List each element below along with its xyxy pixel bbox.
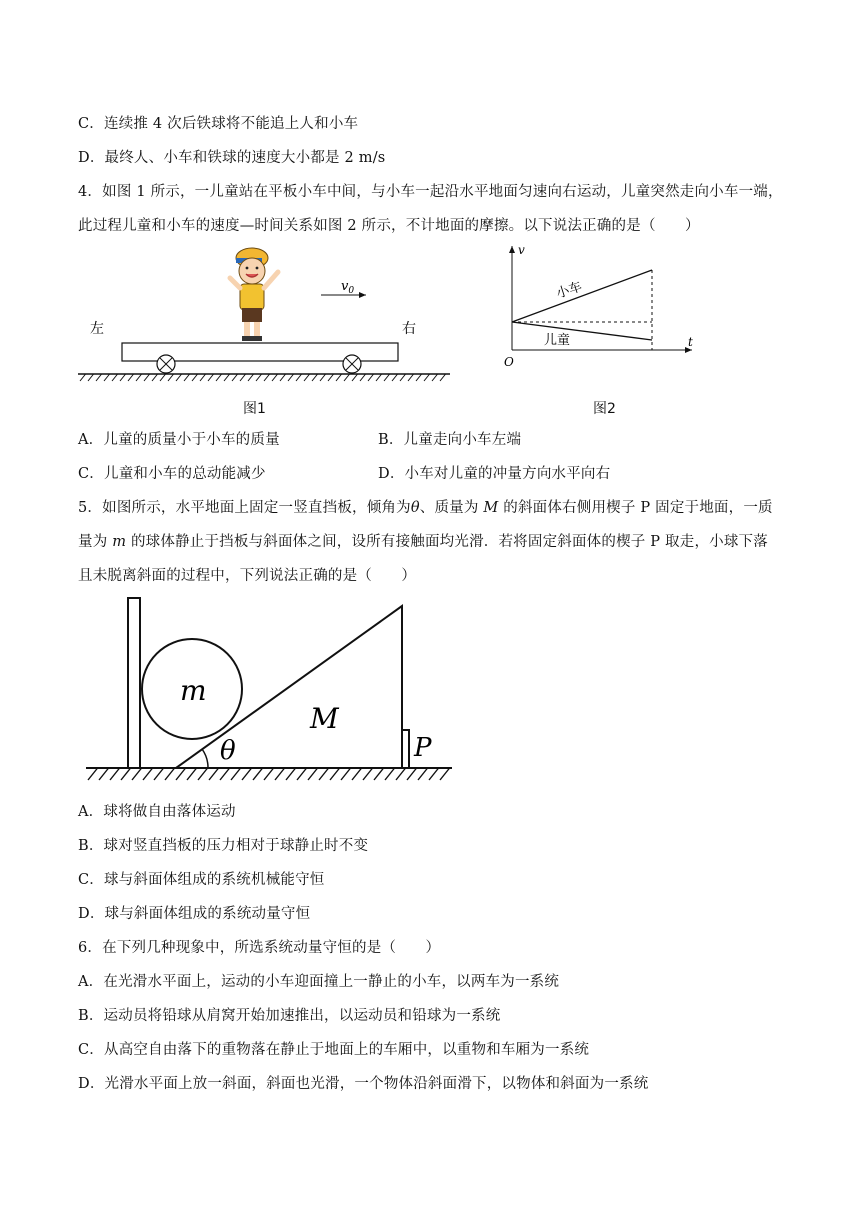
peg-label: P <box>414 733 432 763</box>
q4-figure-1-caption: 图1 <box>243 401 266 417</box>
ground-hatch <box>344 374 350 381</box>
vertical-wall <box>128 598 140 768</box>
ground-hatch <box>232 374 238 381</box>
ground-hatch <box>280 374 286 381</box>
ground-hatch <box>440 374 446 381</box>
q4-figure-2-caption: 图2 <box>593 401 616 417</box>
q6-stem: 6．在下列几种现象中，所选系统动量守恒的是（ ） <box>78 940 441 956</box>
ground-hatch <box>121 768 131 780</box>
ground-hatch <box>352 374 358 381</box>
ground-hatch <box>192 374 198 381</box>
child-velocity-line <box>512 322 652 340</box>
ground-hatch <box>96 374 102 381</box>
ground-hatch <box>319 768 329 780</box>
ground-hatch <box>220 768 230 780</box>
ground-hatch <box>176 768 186 780</box>
ground-hatch <box>168 374 174 381</box>
cart-wheel-left <box>157 355 175 373</box>
ground-hatch <box>128 374 134 381</box>
ground-hatch <box>363 768 373 780</box>
q5-option-d: D．球与斜面体组成的系统动量守恒 <box>78 906 311 922</box>
ground-hatch <box>110 768 120 780</box>
ground-hatch <box>152 374 158 381</box>
q4-option-a: A．儿童的质量小于小车的质量 <box>78 432 280 448</box>
ground-hatch <box>429 768 439 780</box>
ground-hatch <box>253 768 263 780</box>
q4-stem-line1: 4．如图 1 所示，一儿童站在平板小车中间，与小车一起沿水平地面匀速向右运动，儿童突然走向小车一端， <box>78 184 783 200</box>
v0-label: $v_0$ <box>341 279 355 296</box>
ground-hatch <box>120 374 126 381</box>
ground-hatch <box>80 374 86 381</box>
q3-option-c: C．连续推 4 次后铁球将不能追上人和小车 <box>78 116 359 132</box>
ground-hatch <box>176 374 182 381</box>
ground-hatch <box>240 374 246 381</box>
cart-line-label: 小车 <box>554 279 584 302</box>
ground-hatch <box>385 768 395 780</box>
child-line-label: 儿童 <box>544 333 571 348</box>
q5-stem-line1: 5．如图所示，水平地面上固定一竖直挡板，倾角为θ、质量为 M 的斜面体右侧用楔子 P 固定于地面，一质 <box>78 500 773 516</box>
q4-option-c: C．儿童和小车的总动能减少 <box>78 466 266 482</box>
ground-hatch <box>384 374 390 381</box>
v-axis-label: v <box>518 243 525 257</box>
ground-hatch <box>224 374 230 381</box>
ground-hatch <box>132 768 142 780</box>
cart-velocity-line <box>512 270 652 322</box>
ground-hatch <box>216 374 222 381</box>
q6-option-d: D．光滑水平面上放一斜面，斜面也光滑，一个物体沿斜面滑下，以物体和斜面为一系统 <box>78 1076 649 1092</box>
ground-hatch <box>297 768 307 780</box>
ground-hatch <box>396 768 406 780</box>
q5-stem-line3: 且未脱离斜面的过程中，下列说法正确的是（ ） <box>78 568 417 584</box>
ground-hatch <box>248 374 254 381</box>
ground-hatch <box>376 374 382 381</box>
ground-hatch <box>112 374 118 381</box>
q5-figure <box>84 596 456 786</box>
q3-option-d: D．最终人、小车和铁球的速度大小都是 2 m/s <box>78 150 386 166</box>
q6-option-a: A．在光滑水平面上，运动的小车迎面撞上一静止的小车，以两车为一系统 <box>78 974 560 990</box>
ground-hatch <box>264 374 270 381</box>
q4-option-d: D．小车对儿童的冲量方向水平向右 <box>378 466 611 482</box>
ground-hatch <box>88 374 94 381</box>
t-axis-label: t <box>688 335 693 349</box>
ground-hatch <box>304 374 310 381</box>
ground-hatch <box>184 374 190 381</box>
ground-hatch <box>208 374 214 381</box>
peg <box>402 730 409 768</box>
ground-hatch <box>352 768 362 780</box>
ground-hatch <box>154 768 164 780</box>
ground-hatch <box>360 374 366 381</box>
ground-hatch <box>416 374 422 381</box>
ground-hatch <box>328 374 334 381</box>
ground-hatch <box>88 768 98 780</box>
ground-hatch <box>374 768 384 780</box>
ground-hatch <box>424 374 430 381</box>
ground-hatch <box>275 768 285 780</box>
ground-hatch <box>418 768 428 780</box>
ground-hatch <box>368 374 374 381</box>
cart-wheel-right <box>343 355 361 373</box>
q4-stem-line2: 此过程儿童和小车的速度—时间关系如图 2 所示，不计地面的摩擦。以下说法正确的是（ ） <box>78 218 700 234</box>
origin-label: O <box>504 355 514 369</box>
ground-hatch <box>392 374 398 381</box>
q6-option-c: C．从高空自由落下的重物落在静止于地面上的车厢中，以重物和车厢为一系统 <box>78 1042 590 1058</box>
ground-hatch <box>336 374 342 381</box>
ground-hatch <box>400 374 406 381</box>
q6-option-b: B．运动员将铅球从肩窝开始加速推出，以运动员和铅球为一系统 <box>78 1008 501 1024</box>
ground-hatch <box>341 768 351 780</box>
q4-figure-1 <box>76 238 456 388</box>
ground-hatch <box>256 374 262 381</box>
ground-hatch <box>187 768 197 780</box>
ground-hatch <box>308 768 318 780</box>
q4-option-b: B．儿童走向小车左端 <box>378 432 522 448</box>
wedge-label: M <box>310 702 339 735</box>
q5-option-a: A．球将做自由落体运动 <box>78 804 236 820</box>
ground-hatch <box>144 374 150 381</box>
ground-hatch <box>242 768 252 780</box>
ground-hatch <box>231 768 241 780</box>
angle-label: θ <box>220 736 236 766</box>
left-label: 左 <box>90 321 104 337</box>
q5-stem-line2: 量为 m 的球体静止于挡板与斜面体之间，设所有接触面均光滑．若将固定斜面体的楔子 P 取走，小球下落 <box>78 534 768 550</box>
q5-option-b: B．球对竖直挡板的压力相对于球静止时不变 <box>78 838 369 854</box>
ground-hatch <box>286 768 296 780</box>
ball-label: m <box>180 674 207 707</box>
ground-hatch <box>198 768 208 780</box>
ground-hatch <box>440 768 450 780</box>
ground-hatch <box>296 374 302 381</box>
ground-hatch <box>165 768 175 780</box>
ground-hatch <box>288 374 294 381</box>
child-figure <box>230 248 278 341</box>
ground-hatch <box>272 374 278 381</box>
ground-hatch <box>209 768 219 780</box>
ground-hatch <box>330 768 340 780</box>
ground-hatch <box>160 374 166 381</box>
ground-hatch <box>143 768 153 780</box>
ground-hatch <box>264 768 274 780</box>
ground-hatch <box>200 374 206 381</box>
ground-hatch <box>432 374 438 381</box>
ground-hatch <box>407 768 417 780</box>
ground-hatch <box>312 374 318 381</box>
q4-figure-2 <box>496 240 706 375</box>
ground-hatch <box>104 374 110 381</box>
right-label: 右 <box>402 321 416 337</box>
q5-option-c: C．球与斜面体组成的系统机械能守恒 <box>78 872 325 888</box>
ground-hatch <box>408 374 414 381</box>
ground-hatch <box>99 768 109 780</box>
ground-hatch <box>136 374 142 381</box>
ground-hatch <box>320 374 326 381</box>
